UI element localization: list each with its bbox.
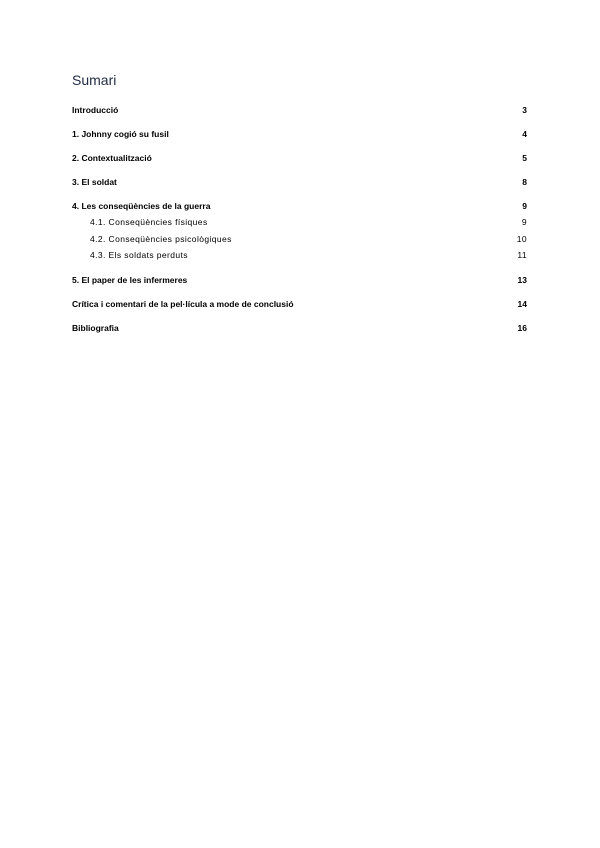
toc-entry-consequencies-guerra[interactable] xyxy=(72,198,527,214)
toc-entry-label: 5. El paper de les infermeres xyxy=(72,275,188,286)
toc-entry-page: 14 xyxy=(517,299,527,310)
toc-entry-label: Bibliografia xyxy=(72,323,119,334)
toc-entry-label: 3. El soldat xyxy=(72,177,117,187)
toc-entry-page: 8 xyxy=(522,177,527,187)
toc-entry-critica[interactable] xyxy=(72,296,527,312)
toc-entry-page: 16 xyxy=(517,323,527,334)
toc-entry-page: 3 xyxy=(522,105,527,115)
toc-entry-page: 9 xyxy=(522,201,527,211)
toc-entry-el-soldat[interactable] xyxy=(72,174,527,190)
toc-subentry-fisiques[interactable] xyxy=(72,214,527,231)
toc-subentry-psicologiques[interactable] xyxy=(72,231,527,248)
toc-entry-page: 10 xyxy=(516,233,527,244)
toc-entry-label: 1. Johnny cogió su fusil xyxy=(72,129,169,139)
toc-entry-bibliografia[interactable] xyxy=(72,320,527,336)
toc-entry-infermeres[interactable] xyxy=(72,272,527,288)
toc-entry-page: 13 xyxy=(517,275,527,286)
toc-entry-introduccio[interactable] xyxy=(72,102,527,118)
table-of-contents xyxy=(72,102,527,336)
toc-entry-johnny[interactable] xyxy=(72,126,527,142)
toc-title: Sumari xyxy=(72,72,117,88)
toc-entry-label: Crítica i comentari de la pel·lícula a mode de conclusió xyxy=(72,299,294,310)
toc-entry-label: Introducció xyxy=(72,105,119,115)
toc-entry-label: 4. Les conseqüències de la guerra xyxy=(72,201,211,211)
toc-subentry-soldats-perduts[interactable] xyxy=(72,247,527,264)
toc-entry-page: 5 xyxy=(522,153,527,163)
toc-entry-label: 4.1. Conseqüències físiques xyxy=(90,217,208,227)
toc-entry-label: 4.2. Conseqüències psicològiques xyxy=(90,233,232,244)
toc-entry-page: 9 xyxy=(521,217,527,227)
toc-entry-label: 4.3. Els soldats perduts xyxy=(90,250,188,261)
toc-entry-label: 2. Contextualització xyxy=(72,153,152,163)
toc-entry-page: 11 xyxy=(517,250,527,261)
toc-entry-page: 4 xyxy=(522,129,527,139)
toc-entry-contextualitzacio[interactable] xyxy=(72,150,527,166)
